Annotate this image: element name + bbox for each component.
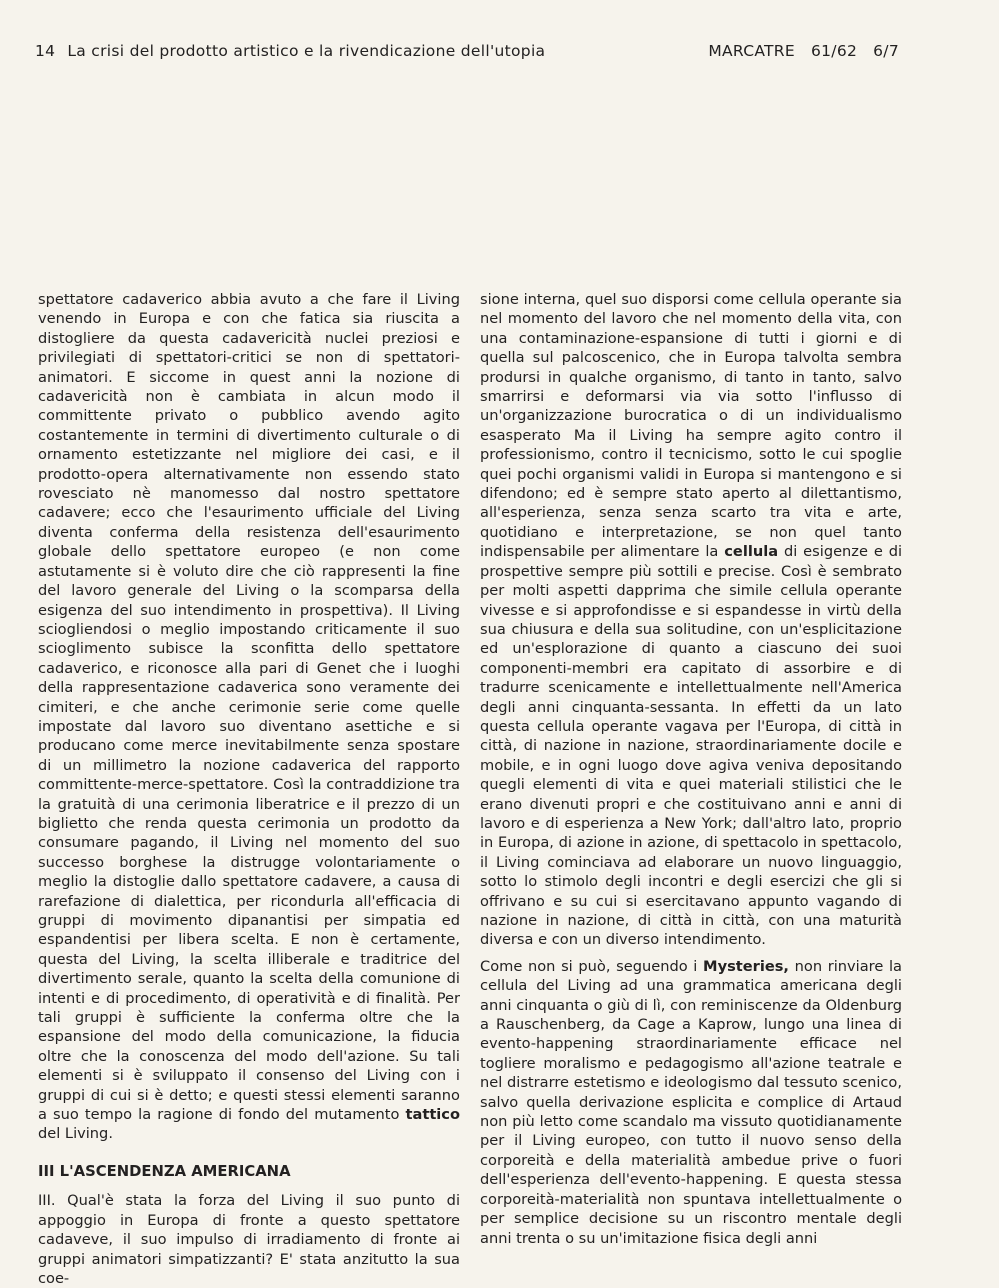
issue-number: 61/62 [810, 42, 858, 60]
bold-term: tattico [405, 1106, 460, 1124]
bold-term: Mysteries, [703, 957, 789, 975]
section-heading: III L'ASCENDENZA AMERICANA [38, 1162, 291, 1180]
paragraph-text: del Living. [38, 1125, 113, 1143]
paragraph-text: sione interna, quel suo disporsi come cellula operante sia nel momento del lavoro che nel momento della vita, con una contaminazione-espansione di tutti i giorni e di quella sul palcoscenico, che in Europa talvolta sembra prodursi in qualche organismo, di tanto in tanto, salvo smarrirsi e deformarsi via via sotto l'influsso di un'organizzazione burocratica o di un individualismo esasperato Ma il Living ha sempre agito contro il professionismo, contro il tecnicismo, sotto le cui spoglie quei pochi organismi validi in Europa si mantengono e si difendono; ed è sempre stato aperto al dilettantismo, all'esperienza, senza senza scarto tra vita e arte, quotidiano e interpretazione, se non quel tanto indispensabile per alimentare la [480, 291, 902, 561]
page-range: 6/7 [873, 42, 899, 60]
paragraph-text: spettatore cadaverico abbia avuto a che fare il Living venendo in Europa e con che fatica sia riuscita a distogliere da questa cadavericità nuclei preziosi e privilegiati di spettatori-critici se non di spettatori-animatori. E siccome in quest anni la nozione di cadavericità non è cambiata in alcun modo il committente privato o pubblico avendo agito costantemente in termini di divertimento culturale o di ornamento estetizzante nel migliore dei casi, e il prodotto-opera alternativamente non essendo stato rovesciato nè manomesso dal nostro spettatore cadavere; ecco che l'esaurimento ufficiale del Living diventa conferma della resistenza dell'esaurimento globale dello spettatore europeo (e non come astutamente si è voluto dire che ciò rappresenti la fine del lavoro generale del Living o la scomparsa della esigenza del suo intendimento in prospettiva). Il Living sciogliendosi o meglio impostando criticamente il suo scioglimento subisce la sconfitta dello spettatore cadaverico, e riconosce alla pari di Genet che i luoghi della rappresentazione cadaverica sono veramente dei cimiteri, e che anche cerimonie serie come quelle impostate dal lavoro suo diventano asettiche e si producano come merce inevitabilmente senza spostare di un millimetro la nozione cadaverica del rapporto committente-merce-spettatore. Così la contraddizione tra la gratuità di una cerimonia liberatrice e il prezzo di un biglietto che renda questa cerimonia un prodotto da consumare pagando, il Living nel momento del suo successo borghese la distrugge volontariamente o meglio la distoglie dallo spettatore cadavere, a causa di rarefazione di dialettica, per ricondurla all'efficacia di gruppi di movimento dipanantisi per simpatia ed espandentisi per libera scelta. E non è certamente, questa del Living, la scelta illiberale e traditrice del divertimento serale, quanto la scelta della comunione di intenti e di procedimento, di operatività e di finalità. Per tali gruppi è sufficiente la conferma oltre che la espansione del modo della comunicazione, la fiducia oltre che la conoscenza del modo dell'azione. Su tali elementi si è sviluppato il consenso del Living con i gruppi di cui si è detto; e questi stessi elementi saranno a suo tempo la ragione di fondo del mutamento [38, 291, 460, 1124]
paragraph-text: di esigenze e di prospettive sempre più sottili e precise. Così è sembrato per molti aspetti dapprima che simile cellula operante vivesse e si approfondisse e si espandesse in virtù della sua chiusura e della sua solitudine, con un'esplicitazione ed un'esplorazione di quanto a ciascuno dei suoi componenti-membri era capitato di assorbire e di tradurre scenicamente e intellettualmente nell'America degli anni cinquanta-sessanta. In effetti da un lato questa cellula operante vagava per l'Europa, di città in città, di nazione in nazione, straordinariamente docile e mobile, e in ogni luogo dove agiva veniva depositando quegli elementi di vita e quei materiali stilistici che le erano divenuti propri e che costituivano anni e anni di lavoro e di esperienza a New York; dall'altro lato, proprio in Europa, di azione in azione, di spettacolo in spettacolo, il Living cominciava ad elaborare un nuovo linguaggio, sotto lo stimolo degli incontri e degli esercizi che gli si offrivano e su cui si esercitavano appunto vagando di nazione in nazione, di città in città, con una maturità diversa e con un diverso intendimento. [480, 543, 903, 949]
bold-term: cellula [724, 543, 779, 561]
left-column [38, 290, 460, 1288]
paragraph-text: non rinviare la cellula del Living ad una grammatica americana degli anni cinquanta o giù di lì, con reminiscenze da Oldenburg a Rauschenberg, da Cage a Kaprow, lungo una linea di evento-happening straordinariamente efficace nel togliere moralismo e pedagogismo all'azione teatrale e nel distrarre estetismo e ideologismo dal tessuto scenico, salvo quella derivazione esplicita e complice di Artaud non più letto come scandalo ma vissuto quotidianamente per il Living europeo, con tutto il nuovo senso della corporeità e della materialità ambedue prive o fuori dell'esperienza dell'evento-happening. E questa stessa corporeità-materialità non spuntava intellettualmente o per semplice decisione su un riscontro mentale degli anni trenta o su un'imitazione fisica degli anni [480, 957, 903, 1247]
paragraph [38, 290, 460, 1144]
journal-name: MARCATRE [708, 42, 795, 60]
paragraph-text: Come non si può, seguendo i [480, 957, 698, 975]
paragraph [480, 290, 902, 950]
right-column [480, 290, 902, 1248]
paragraph [480, 957, 902, 1248]
page-header [35, 42, 899, 68]
paragraph: III. Qual'è stata la forza del Living il suo punto di appoggio in Europa di fronte a questo spettatore cadaveve, il suo impulso di irradiamento di fronte ai gruppi animatori simpatizzanti? E' stata anzitutto la sua coe- [38, 1192, 460, 1287]
header-right [708, 42, 899, 60]
header-left [35, 42, 545, 60]
running-title: La crisi del prodotto artistico e la rivendicazione dell'utopia [67, 42, 546, 60]
page-number: 14 [35, 42, 56, 60]
